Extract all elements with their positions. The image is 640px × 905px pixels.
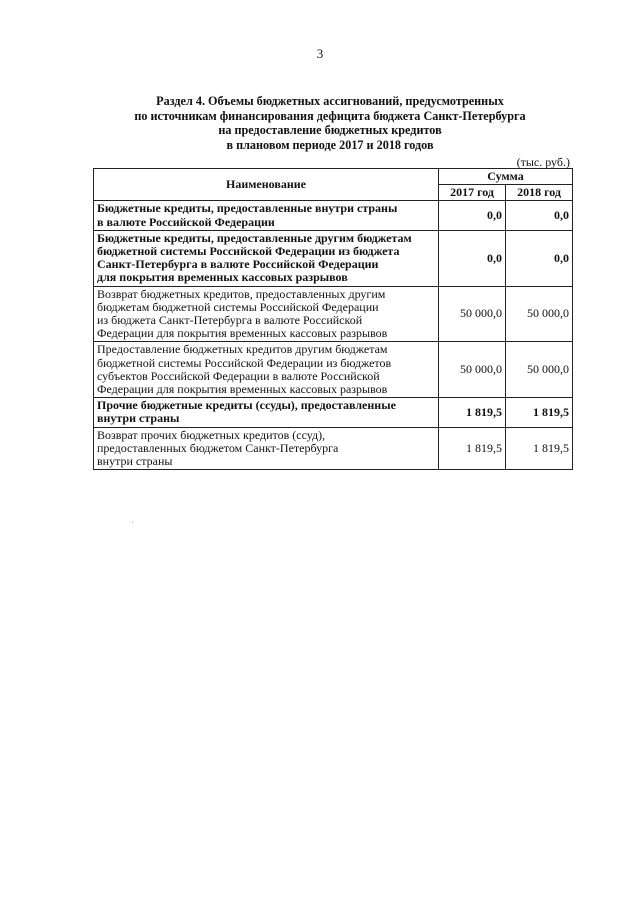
budget-credits-table (93, 168, 573, 470)
row-name-line: Санкт-Петербурга в валюте Российской Федерации (97, 257, 379, 272)
row-value-2018: 0,0 (506, 230, 573, 286)
section-title-line-2: по источникам финансирования дефицита бюджета Санкт-Петербурга (134, 108, 526, 123)
row-name-cell (94, 286, 439, 342)
row-name-line: Возврат прочих бюджетных кредитов (ссуд), (97, 427, 326, 442)
table-row (94, 230, 573, 286)
row-name-cell (94, 201, 439, 230)
table-row (94, 201, 573, 230)
row-name-line: для покрытия временных кассовых разрывов (97, 270, 348, 285)
row-name-line: в валюте Российской Федерации (97, 214, 275, 229)
row-name-line: субъектов Российской Федерации в валюте Российской (97, 368, 380, 383)
row-value-2017: 0,0 (439, 201, 506, 230)
header-sum: Сумма (439, 169, 573, 185)
row-name-line: бюджетной системы Российской Федерации из бюджетов (97, 355, 392, 370)
row-value-2018: 0,0 (506, 201, 573, 230)
row-value-2017: 50 000,0 (439, 286, 506, 342)
header-year-2018: 2018 год (506, 185, 573, 201)
table-header-row (94, 169, 573, 185)
units-label: (тыс. руб.) (516, 155, 570, 169)
row-name-line: Бюджетные кредиты, предоставленные другим бюджетам (97, 230, 412, 245)
row-value-2017: 1 819,5 (439, 398, 506, 427)
row-name-line: Федерации для покрытия временных кассовых разрывов (97, 382, 388, 397)
row-name-cell (94, 398, 439, 427)
row-value-2018: 1 819,5 (506, 398, 573, 427)
table-row (94, 342, 573, 398)
row-value-2017: 1 819,5 (439, 427, 506, 470)
row-value-2018: 50 000,0 (506, 286, 573, 342)
row-value-2018: 50 000,0 (506, 342, 573, 398)
scan-speck: · (131, 518, 134, 527)
row-name-line: бюджетам бюджетной системы Российской Федерации (97, 299, 379, 314)
row-value-2017: 0,0 (439, 230, 506, 286)
section-title-line-4: в плановом периоде 2017 и 2018 годов (226, 137, 434, 152)
row-name-line: внутри страны (97, 411, 180, 426)
page-number: 3 (316, 46, 324, 61)
table-row (94, 427, 573, 470)
section-title (90, 94, 570, 152)
row-name-cell (94, 230, 439, 286)
header-name: Наименование (94, 169, 439, 201)
table-row (94, 398, 573, 427)
row-name-line: внутри страны (97, 454, 173, 469)
section-title-line-3: на предоставление бюджетных кредитов (218, 123, 442, 138)
header-year-2017: 2017 год (439, 185, 506, 201)
table-body (94, 201, 573, 470)
row-name-line: предоставленных бюджетом Санкт-Петербурга (97, 440, 339, 455)
row-value-2018: 1 819,5 (506, 427, 573, 470)
row-name-line: Бюджетные кредиты, предоставленные внутри страны (97, 201, 398, 216)
row-name-line: бюджетной системы Российской Федерации из бюджета (97, 244, 400, 259)
row-name-line: Предоставление бюджетных кредитов другим бюджетам (97, 342, 388, 357)
row-name-line: Федерации для покрытия временных кассовых разрывов (97, 326, 388, 341)
row-name-line: Прочие бюджетные кредиты (ссуды), предоставленные (97, 398, 396, 413)
row-name-line: Возврат бюджетных кредитов, предоставленных другим (97, 286, 386, 301)
row-name-cell (94, 427, 439, 470)
row-name-line: из бюджета Санкт-Петербурга в валюте Российской (97, 313, 363, 328)
table-row (94, 286, 573, 342)
section-title-line-1: Раздел 4. Объемы бюджетных ассигнований, предусмотренных (156, 94, 504, 108)
row-name-cell (94, 342, 439, 398)
row-value-2017: 50 000,0 (439, 342, 506, 398)
